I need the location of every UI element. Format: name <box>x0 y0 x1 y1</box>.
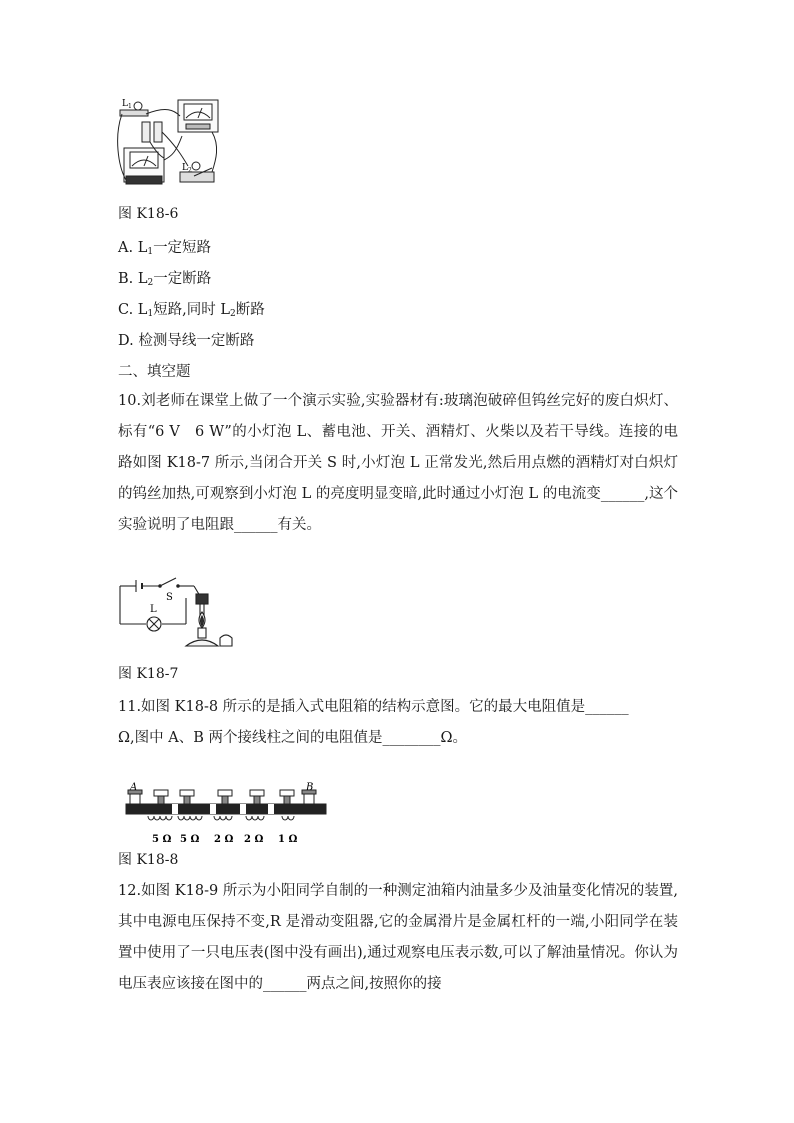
option-d: D. 检测导线一定断路 <box>118 333 255 349</box>
figure-k18-7 <box>116 574 236 654</box>
label-terminal-a: A <box>130 782 138 793</box>
label-terminal-b: B <box>306 782 314 793</box>
label-l1: $L_1$ <box>122 99 132 110</box>
label-l2: $L_2$ <box>182 163 192 174</box>
question-12: 12.如图 K18-9 所示为小阳同学自制的一种测定油箱内油量多少及油量变化情况的装置,其中电源电压保持不变,R 是滑动变阻器,它的金属滑片是金属杠杆的一端,小阳同学在装置中使用了一只电压表(图中没有画出),通过观察电压表示数,可以了解油量情况。你认为电压表应该接在图中的______两点之间,按照你的接 <box>118 883 678 992</box>
option-b: B. $L_2$一定断路 <box>118 271 212 288</box>
resistor-label: 2 Ω <box>214 834 234 845</box>
question-11-line-1: 11.如图 K18-8 所示的是插入式电阻箱的结构示意图。它的最大电阻值是______ <box>118 699 629 715</box>
option-a: A. $L_1$一定短路 <box>118 240 212 257</box>
label-lamp-l: L <box>150 604 157 615</box>
figure-k18-8 <box>118 782 338 848</box>
question-10: 10.刘老师在课堂上做了一个演示实验,实验器材有:玻璃泡破碎但钨丝完好的废白炽灯、标有“6 V 6 W”的小灯泡 L、蓄电池、开关、酒精灯、火柴以及若干导线。连接的电路如图 K18-7 所示,当闭合开关 S 时,小灯泡 L 正常发光,然后用点燃的酒精灯对白炽灯的钨丝加热,可观察到小灯泡 L 的亮度明显变暗,此时通过小灯泡 L 的电流变______,这个实验说明了电阻跟______有关。 <box>118 393 678 533</box>
figure-k18-6 <box>116 96 224 196</box>
figure-caption: 图 K18-8 <box>118 852 179 868</box>
resistor-label: 1 Ω <box>278 834 298 845</box>
resistor-label: 5 Ω <box>152 834 172 845</box>
figure-caption: 图 K18-7 <box>118 666 179 682</box>
figure-caption: 图 K18-6 <box>118 206 179 222</box>
resistor-label: 5 Ω <box>180 834 200 845</box>
section-heading: 二、填空题 <box>118 364 191 380</box>
question-11-line-2: Ω,图中 A、B 两个接线柱之间的电阻值是________Ω。 <box>118 730 467 746</box>
resistor-label: 2 Ω <box>244 834 264 845</box>
option-c: C. $L_1$短路,同时 $L_2$断路 <box>118 302 265 319</box>
label-switch-s: S <box>166 592 173 603</box>
